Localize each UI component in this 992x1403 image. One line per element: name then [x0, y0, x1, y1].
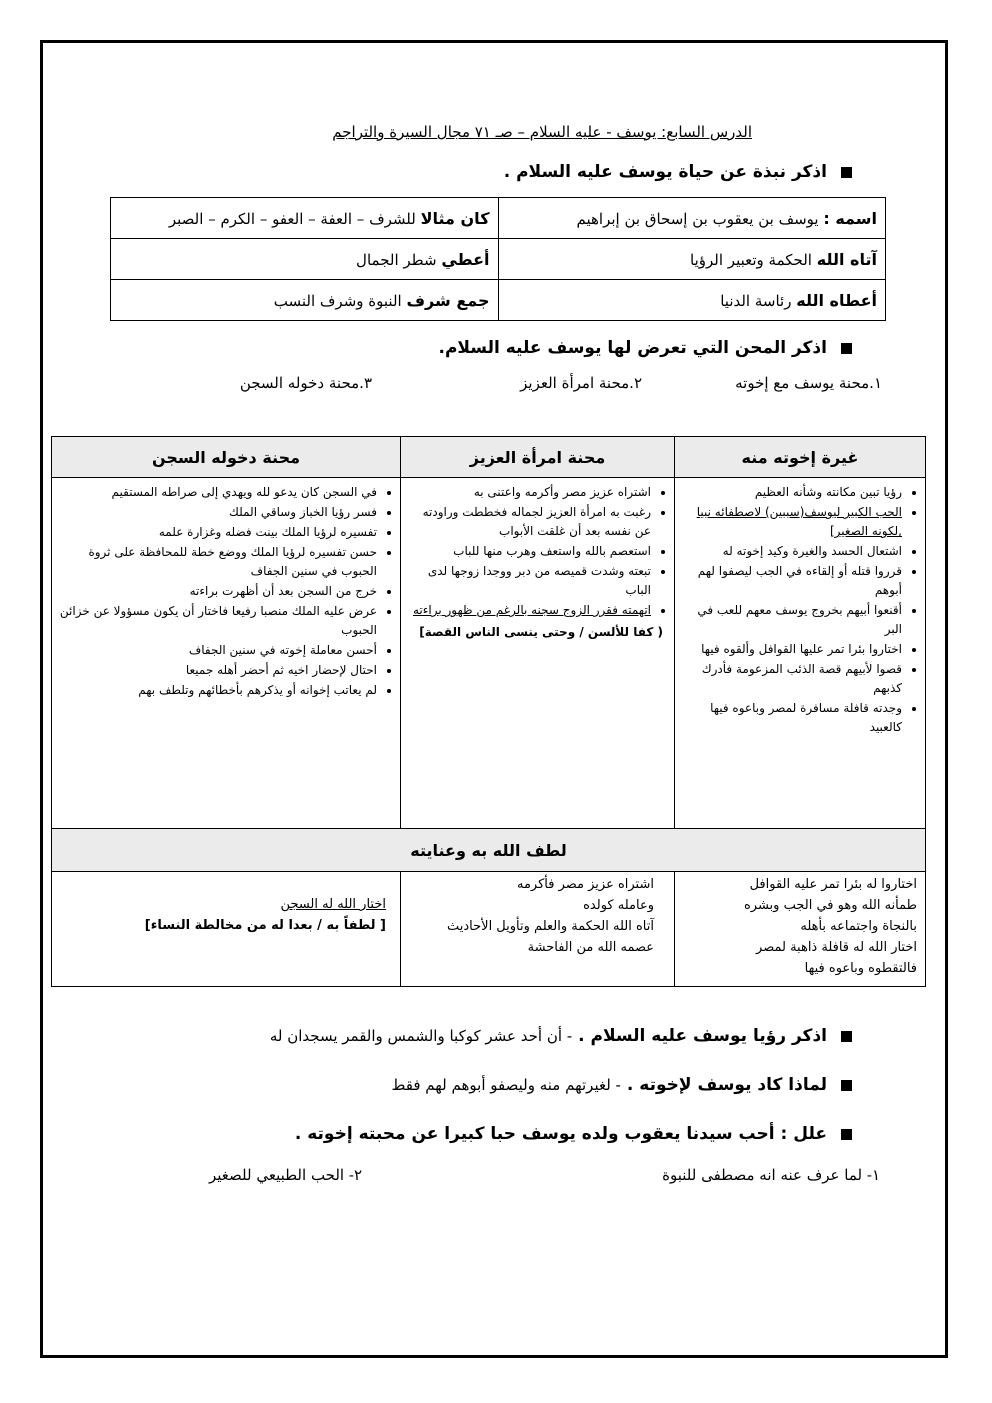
column-header: محنة دخوله السجن	[52, 437, 401, 478]
list-item: • عرض عليه الملك منصبا رفيعا فاختار أن يكون مسؤولا عن خزائن الحبوب	[59, 602, 377, 640]
list-item: • استعصم بالله واستعف وهرب منها للباب	[408, 542, 651, 561]
prison-column	[52, 478, 401, 829]
trial-item: ٣.محنة دخوله السجن	[239, 374, 372, 392]
list-item: • احتال لإحضار اخيه ثم أحضر أهله جميعا	[59, 661, 377, 680]
info-table	[110, 197, 886, 321]
bullet-square-icon	[841, 1031, 852, 1042]
bullet-square-icon	[841, 167, 852, 178]
trial-item: ١.محنة يوسف مع إخوته	[735, 374, 882, 392]
trials-header-row	[52, 437, 926, 478]
lesson-title: الدرس السابع: يوسف - عليه السلام – صـ ٧١ مجال السيرة والتراجم	[332, 123, 752, 141]
info-row	[111, 280, 886, 321]
care-row	[52, 872, 926, 987]
list-item: • حسن تفسيره لرؤيا الملك ووضع خطة للمحافظة على ثروة الحبوب في سنين الجفاف	[59, 543, 377, 581]
list-item: • اشتراه عزيز مصر وأكرمه واعتنى به	[408, 483, 651, 502]
trials-table	[51, 436, 926, 987]
list-item: • قصوا لأبيهم قصة الذئب المزعومة فأدرك كذبهم	[682, 660, 902, 698]
list-item: • الحب الكبير ليوسف(سببين) لاصطفائه نبيا ,لكونه الصغير]	[682, 503, 902, 541]
list-item: • رغبت به امرأة العزيز لجماله فخططت وراودته عن نفسه بعد أن غلقت الأبواب	[408, 503, 651, 541]
care-header: لطف الله به وعنايته	[52, 829, 926, 872]
list-item: • تفسيره لرؤيا الملك بينت فضله وغزارة علمه	[59, 523, 377, 542]
reason-item: ٢- الحب الطبيعي للصغير	[208, 1166, 362, 1184]
bullet-square-icon	[841, 1129, 852, 1140]
aziz-wife-column	[401, 478, 675, 829]
list-item: • أحسن معاملة إخوته في سنين الجفاف	[59, 641, 377, 660]
question-1: اذكر نبذة عن حياة يوسف عليه السلام .	[504, 162, 852, 182]
column-note: ( كفا للألسن / وحتى ينسى الناس القصة]	[419, 625, 663, 639]
list-item: • قرروا قتله أو إلقاءه في الجب ليصفوا لهم أبوهم	[682, 562, 902, 600]
list-item: • خرج من السجن بعد أن أظهرت براءته	[59, 582, 377, 601]
trials-body-row	[52, 478, 926, 829]
care-cell: اشتراه عزيز مصر فأكرمه وعامله كولده آتاه الله الحكمة والعلم وتأويل الأحاديث عصمه الله من الفاحشة	[401, 872, 675, 987]
question-4: لماذا كاد يوسف لإخوته . - لغيرتهم منه وليصفو أبوهم لهم فقط	[392, 1075, 852, 1095]
list-item: • اتهمته فقرر الزوج سجنه بالرغم من ظهور براءته	[408, 601, 651, 620]
care-cell: اختاروا له بئرا تمر عليه القوافل طمأنه الله وهو في الجب وبشره بالنجاة واجتماعه بأهله اختار الله له قافلة ذاهبة لمصر فالتقطوه وباعوه فيها	[675, 872, 926, 987]
list-item: • رؤيا تبين مكانته وشأنه العظيم	[682, 483, 902, 502]
list-item: • أقنعوا أبيهم بخروج يوسف معهم للعب في البر	[682, 601, 902, 639]
column-header: محنة امرأة العزيز	[401, 437, 675, 478]
list-item: • في السجن كان يدعو لله ويهدي إلى صراطه المستقيم	[59, 483, 377, 502]
list-item: • تبعته وشدت قميصه من دبر ووجدا زوجها لدى الباب	[408, 562, 651, 600]
info-cell: آتاه الله الحكمة وتعبير الرؤيا	[498, 239, 886, 280]
trial-item: ٢.محنة امرأة العزيز	[520, 374, 642, 392]
list-item: • اختاروا بئرا تمر عليها القوافل وألقوه فيها	[682, 640, 902, 659]
info-row	[111, 198, 886, 239]
brothers-column	[675, 478, 926, 829]
column-header: غيرة إخوته منه	[675, 437, 926, 478]
info-cell: جمع شرف النبوة وشرف النسب	[111, 280, 499, 321]
reason-item: ١- لما عرف عنه انه مصطفى للنبوة	[662, 1166, 880, 1184]
bullet-square-icon	[841, 343, 852, 354]
care-header-row	[52, 829, 926, 872]
info-cell: أعطي شطر الجمال	[111, 239, 499, 280]
list-item: • اشتعال الحسد والغيرة وكيد إخوته له	[682, 542, 902, 561]
list-item: • لم يعاتب إخوانه أو يذكرهم بأخطائهم وتلطف بهم	[59, 681, 377, 700]
list-item: • وجدته قافلة مسافرة لمصر وباعوه فيها كالعبيد	[682, 699, 902, 737]
info-cell: أعطاه الله رئاسة الدنيا	[498, 280, 886, 321]
info-cell: اسمه : يوسف بن يعقوب بن إسحاق بن إبراهيم	[498, 198, 886, 239]
bullet-square-icon	[841, 1080, 852, 1091]
question-5: علل : أحب سيدنا يعقوب ولده يوسف حبا كبيرا عن محبته إخوته .	[295, 1124, 852, 1144]
question-2: اذكر المحن التي تعرض لها يوسف عليه السلام.	[438, 338, 852, 358]
info-row	[111, 239, 886, 280]
care-cell: اختار الله له السجن [ لطفاً به / بعدا له من مخالطة النساء]	[52, 872, 401, 987]
list-item: • فسر رؤيا الخباز وساقي الملك	[59, 503, 377, 522]
info-cell: كان مثالا للشرف – العفة – العفو – الكرم – الصبر	[111, 198, 499, 239]
question-3: اذكر رؤيا يوسف عليه السلام . - أن أحد عشر كوكبا والشمس والقمر يسجدان له	[270, 1026, 852, 1046]
